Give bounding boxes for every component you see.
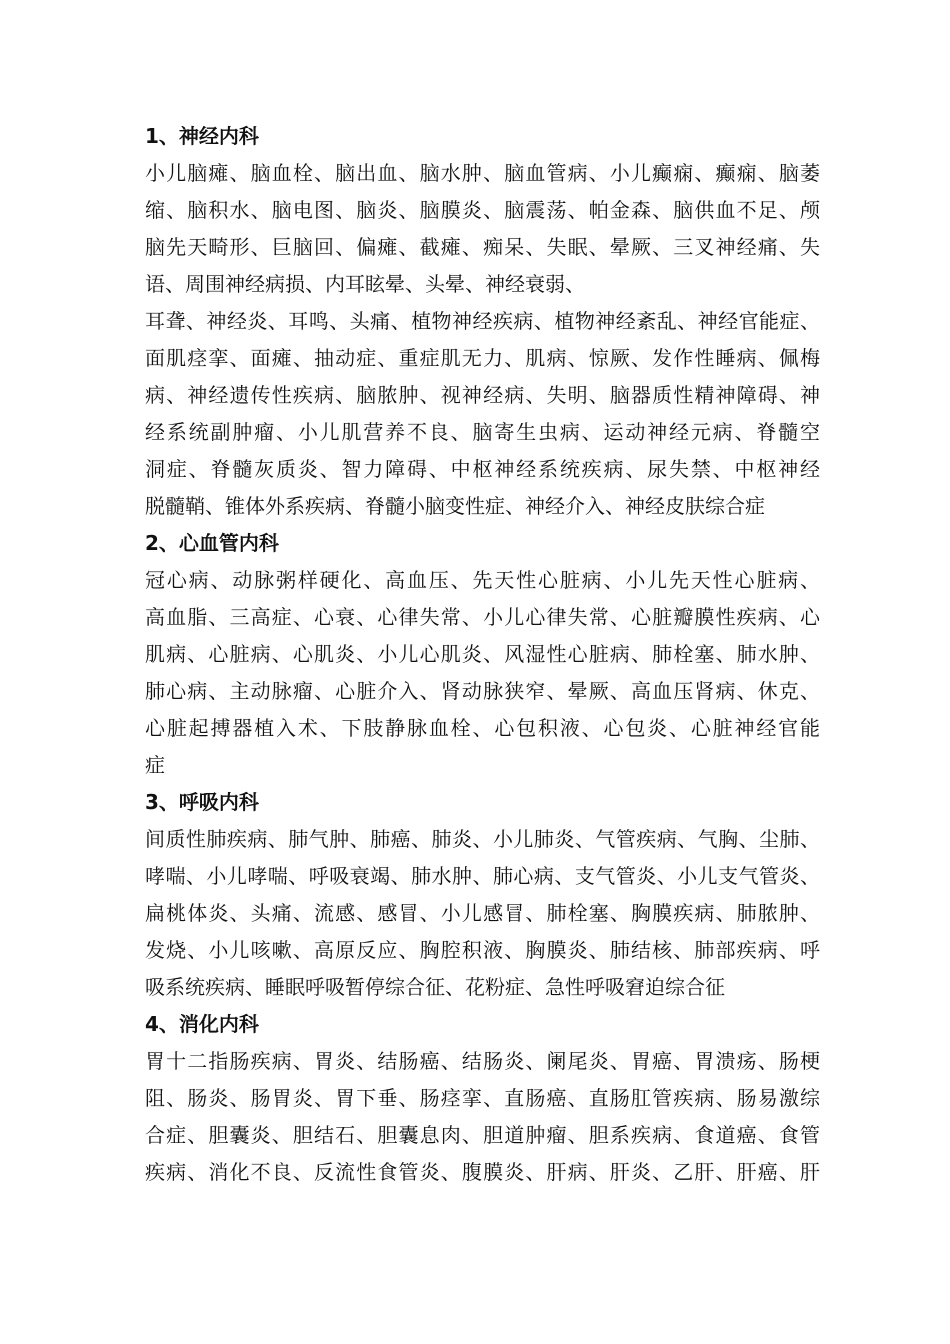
section-body	[145, 155, 820, 525]
text-line: 高血脂、三高症、心衰、心律失常、小儿心律失常、心脏瓣膜性疾病、心	[145, 605, 820, 629]
text-line: 语、周围神经病损、内耳眩晕、头晕、神经衰弱、	[145, 272, 585, 296]
text-line: 肺心病、主动脉瘤、心脏介入、肾动脉狭窄、晕厥、高血压肾病、休克、	[145, 679, 820, 703]
text-line: 肌病、心脏病、心肌炎、小儿心肌炎、风湿性心脏病、肺栓塞、肺水肿、	[145, 642, 820, 666]
section-respiratory	[145, 784, 820, 1006]
text-line: 疾病、消化不良、反流性食管炎、腹膜炎、肝病、肝炎、乙肝、肝癌、肝	[145, 1160, 820, 1184]
text-line: 症	[145, 753, 165, 777]
text-line: 洞症、脊髓灰质炎、智力障碍、中枢神经系统疾病、尿失禁、中枢神经	[145, 457, 820, 481]
text-line: 阻、肠炎、肠胃炎、胃下垂、肠痉挛、直肠癌、直肠肛管疾病、肠易激综	[145, 1086, 820, 1110]
text-line: 耳聋、神经炎、耳鸣、头痛、植物神经疾病、植物神经紊乱、神经官能症、	[145, 309, 820, 333]
text-line: 发烧、小儿咳嗽、高原反应、胸腔积液、胸膜炎、肺结核、肺部疾病、呼	[145, 938, 820, 962]
section-heading: 4、消化内科	[145, 1012, 259, 1036]
section-neurology	[145, 118, 820, 525]
text-line: 经系统副肿瘤、小儿肌营养不良、脑寄生虫病、运动神经元病、脊髓空	[145, 420, 820, 444]
text-line: 缩、脑积水、脑电图、脑炎、脑膜炎、脑震荡、帕金森、脑供血不足、颅	[145, 198, 820, 222]
section-heading: 1、神经内科	[145, 124, 259, 148]
text-line: 面肌痉挛、面瘫、抽动症、重症肌无力、肌病、惊厥、发作性睡病、佩梅	[145, 346, 820, 370]
section-gastroenterology	[145, 1006, 820, 1191]
text-line: 胃十二指肠疾病、胃炎、结肠癌、结肠炎、阑尾炎、胃癌、胃溃疡、肠梗	[145, 1049, 820, 1073]
section-heading: 3、呼吸内科	[145, 790, 259, 814]
text-line: 脑先天畸形、巨脑回、偏瘫、截瘫、痴呆、失眠、晕厥、三叉神经痛、失	[145, 235, 820, 259]
text-line: 冠心病、动脉粥样硬化、高血压、先天性心脏病、小儿先天性心脏病、	[145, 568, 820, 592]
text-line: 扁桃体炎、头痛、流感、感冒、小儿感冒、肺栓塞、胸膜疾病、肺脓肿、	[145, 901, 820, 925]
text-line: 小儿脑瘫、脑血栓、脑出血、脑水肿、脑血管病、小儿癫痫、癫痫、脑萎	[145, 161, 820, 185]
document-page	[145, 118, 820, 1191]
section-heading: 2、心血管内科	[145, 531, 279, 555]
text-line: 心脏起搏器植入术、下肢静脉血栓、心包积液、心包炎、心脏神经官能	[145, 716, 820, 740]
text-line: 间质性肺疾病、肺气肿、肺癌、肺炎、小儿肺炎、气管疾病、气胸、尘肺、	[145, 827, 820, 851]
section-cardiology	[145, 525, 820, 784]
text-line: 脱髓鞘、锥体外系疾病、脊髓小脑变性症、神经介入、神经皮肤综合症	[145, 494, 765, 518]
text-line: 合症、胆囊炎、胆结石、胆囊息肉、胆道肿瘤、胆系疾病、食道癌、食管	[145, 1123, 820, 1147]
text-line: 哮喘、小儿哮喘、呼吸衰竭、肺水肿、肺心病、支气管炎、小儿支气管炎、	[145, 864, 820, 888]
section-body	[145, 562, 820, 784]
text-line: 吸系统疾病、睡眠呼吸暂停综合征、花粉症、急性呼吸窘迫综合征	[145, 975, 725, 999]
section-body	[145, 1043, 820, 1191]
text-line: 病、神经遗传性疾病、脑脓肿、视神经病、失明、脑器质性精神障碍、神	[145, 383, 820, 407]
section-body	[145, 821, 820, 1006]
